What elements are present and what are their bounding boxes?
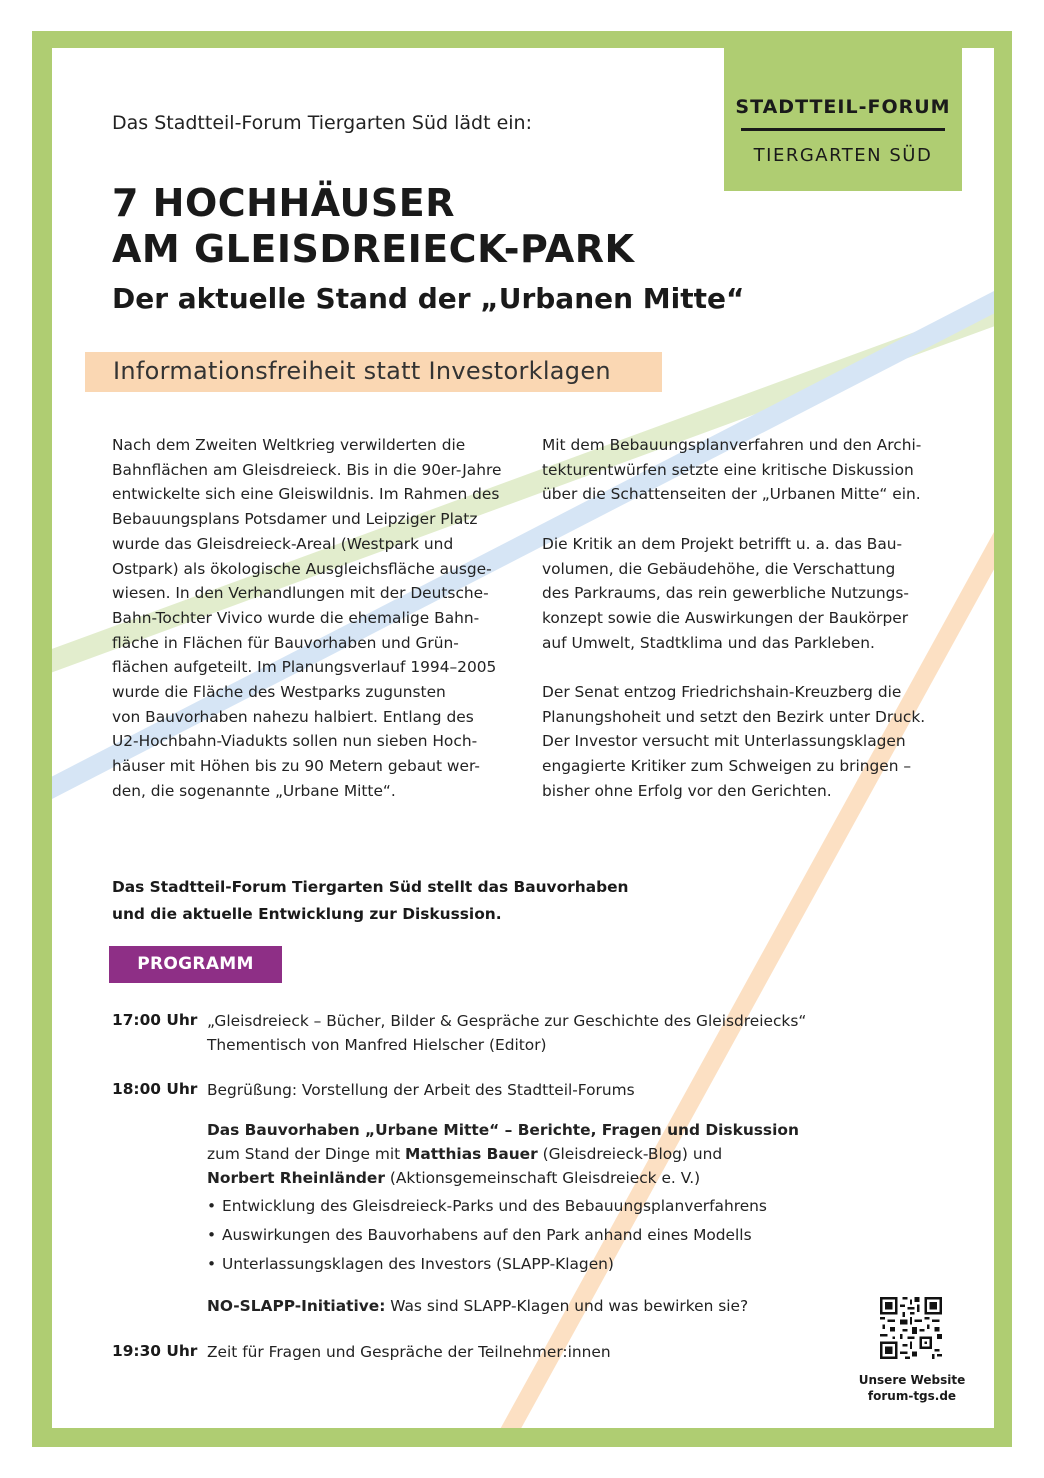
text-line: Ostpark) als ökologische Ausgleichsfläche ausge-	[112, 559, 492, 578]
speaker-name: Matthias Bauer	[405, 1145, 538, 1163]
program-time: 18:00 Uhr	[112, 1080, 198, 1098]
list-item-text: Unterlassungsklagen des Investors (SLAPP-Klagen)	[222, 1255, 614, 1273]
program-text: Thementisch von Manfred Hielscher (Editor)	[207, 1036, 547, 1054]
noslapp-line	[207, 1294, 748, 1318]
list-item	[207, 1197, 767, 1215]
logo-title: STADTTEIL-FORUM	[735, 96, 951, 118]
program-text: Zeit für Fragen und Gespräche der Teilnehmer:innen	[207, 1343, 611, 1361]
text-line: Planungshoheit und setzt den Bezirk unter Druck.	[542, 707, 926, 726]
text-line: Mit dem Bebauungsplanverfahren und den Archi-	[542, 436, 922, 454]
program-text	[207, 1142, 799, 1166]
text-line: Der Investor versucht mit Unterlassungsklagen	[542, 732, 906, 751]
program-label: PROGRAMM	[137, 954, 254, 974]
text-line: Bahnflächen am Gleisdreieck. Bis in die 90er-Jahre	[112, 460, 502, 479]
title-line: 7 HOCHHÄUSER	[112, 181, 455, 225]
text-line: wurde das Gleisdreieck-Areal (Westpark und	[112, 534, 454, 553]
text-line: fläche in Flächen für Bauvorhaben und Grün-	[112, 633, 459, 652]
list-item	[207, 1255, 614, 1273]
lead-line: Das Stadtteil-Forum Tiergarten Süd stellt das Bauvorhaben	[112, 878, 629, 896]
banner-text: Informationsfreiheit statt Investorklagen	[113, 357, 611, 385]
text-span: Was sind SLAPP-Klagen und was bewirken sie?	[385, 1297, 749, 1315]
text-line: flächen aufgeteilt. Im Planungsverlauf 1994–2005	[112, 658, 497, 677]
text-line: Die Kritik an dem Projekt betrifft u. a. das Bau-	[542, 534, 903, 553]
highlight-banner	[85, 352, 662, 392]
program-time: 19:30 Uhr	[112, 1342, 198, 1360]
program-text	[207, 1166, 799, 1190]
website-info	[852, 1372, 972, 1404]
text-line: tekturentwürfen setzte eine kritische Diskussion	[542, 460, 914, 479]
title-line: AM GLEISDREIECK-PARK	[112, 227, 635, 271]
logo-divider	[741, 128, 945, 131]
text-line: des Parkraums, das rein gewerbliche Nutzungs-	[542, 584, 909, 603]
text-line: Der Senat entzog Friedrichshain-Kreuzberg die	[542, 683, 902, 701]
text-line: von Bauvorhaben nahezu halbiert. Entlang des	[112, 707, 474, 726]
text-line: auf Umwelt, Stadtklima und das Parkleben.	[542, 633, 875, 652]
paragraph-gap	[542, 655, 952, 680]
text-line: über die Schattenseiten der „Urbanen Mitte“ ein.	[542, 485, 921, 504]
text-column-left	[112, 433, 517, 804]
text-line: bisher ohne Erfolg vor den Gerichten.	[542, 781, 832, 800]
list-item-text: Entwicklung des Gleisdreieck-Parks und des Bebauungsplanverfahrens	[222, 1197, 767, 1215]
text-column-right	[542, 433, 952, 804]
page-title	[112, 180, 634, 272]
text-line: den, die sogenannte „Urbane Mitte“.	[112, 781, 396, 800]
noslapp-label: NO-SLAPP-Initiative:	[207, 1297, 386, 1315]
paragraph-gap	[542, 507, 952, 532]
logo-subtitle: TIERGARTEN SÜD	[753, 145, 933, 166]
list-item	[207, 1226, 752, 1244]
lead-line: und die aktuelle Entwicklung zur Diskussion.	[112, 905, 502, 923]
text-span: (Gleisdreieck-Blog) und	[537, 1145, 723, 1163]
qr-code-icon[interactable]	[880, 1297, 942, 1359]
website-link[interactable]: forum-tgs.de	[867, 1389, 957, 1403]
program-text: „Gleisdreieck – Bücher, Bilder & Gespräche zur Geschichte des Gleisdreiecks“	[207, 1012, 807, 1030]
text-line: konzept sowie die Auswirkungen der Baukörper	[542, 608, 909, 627]
bullet-marker: •	[207, 1255, 217, 1273]
text-line: volumen, die Gebäudehöhe, die Verschattung	[542, 559, 896, 578]
logo	[724, 48, 962, 191]
subtitle: Der aktuelle Stand der „Urbanen Mitte“	[112, 282, 745, 315]
list-item-text: Auswirkungen des Bauvorhabens auf den Park anhand eines Modells	[222, 1226, 752, 1244]
text-line: wiesen. In den Verhandlungen mit der Deutsche-	[112, 584, 489, 603]
invite-line: Das Stadtteil-Forum Tiergarten Süd lädt ein:	[112, 112, 532, 134]
text-line: U2-Hochbahn-Viadukts sollen nun sieben Hoch-	[112, 732, 478, 751]
program-item-2-details	[207, 1118, 799, 1190]
text-line: engagierte Kritiker zum Schweigen zu bringen –	[542, 757, 912, 776]
program-badge	[109, 946, 282, 983]
program-time: 17:00 Uhr	[112, 1011, 198, 1029]
bullet-marker: •	[207, 1197, 217, 1215]
text-line: Bebauungsplans Potsdamer und Leipziger Platz	[112, 510, 478, 529]
text-line: Nach dem Zweiten Weltkrieg verwilderten die	[112, 436, 466, 454]
text-line: häuser mit Höhen bis zu 90 Metern gebaut wer-	[112, 757, 480, 776]
text-line: wurde die Fläche des Westparks zugunsten	[112, 683, 446, 702]
text-span: (Aktionsgemeinschaft Gleisdreieck e. V.)	[384, 1169, 701, 1187]
website-label: Unsere Website	[858, 1373, 966, 1387]
lead-text	[112, 874, 629, 928]
text-line: Bahn-Tochter Vivico wurde die ehemalige Bahn-	[112, 608, 480, 627]
speaker-name: Norbert Rheinländer	[207, 1169, 385, 1187]
program-heading: Das Bauvorhaben „Urbane Mitte“ – Berichte, Fragen und Diskussion	[207, 1121, 799, 1139]
program-item-1	[207, 1009, 806, 1057]
bullet-marker: •	[207, 1226, 217, 1244]
program-text: Begrüßung: Vorstellung der Arbeit des Stadtteil-Forums	[207, 1081, 635, 1099]
text-span: zum Stand der Dinge mit	[207, 1145, 406, 1163]
text-line: entwickelte sich eine Gleiswildnis. Im Rahmen des	[112, 485, 500, 504]
